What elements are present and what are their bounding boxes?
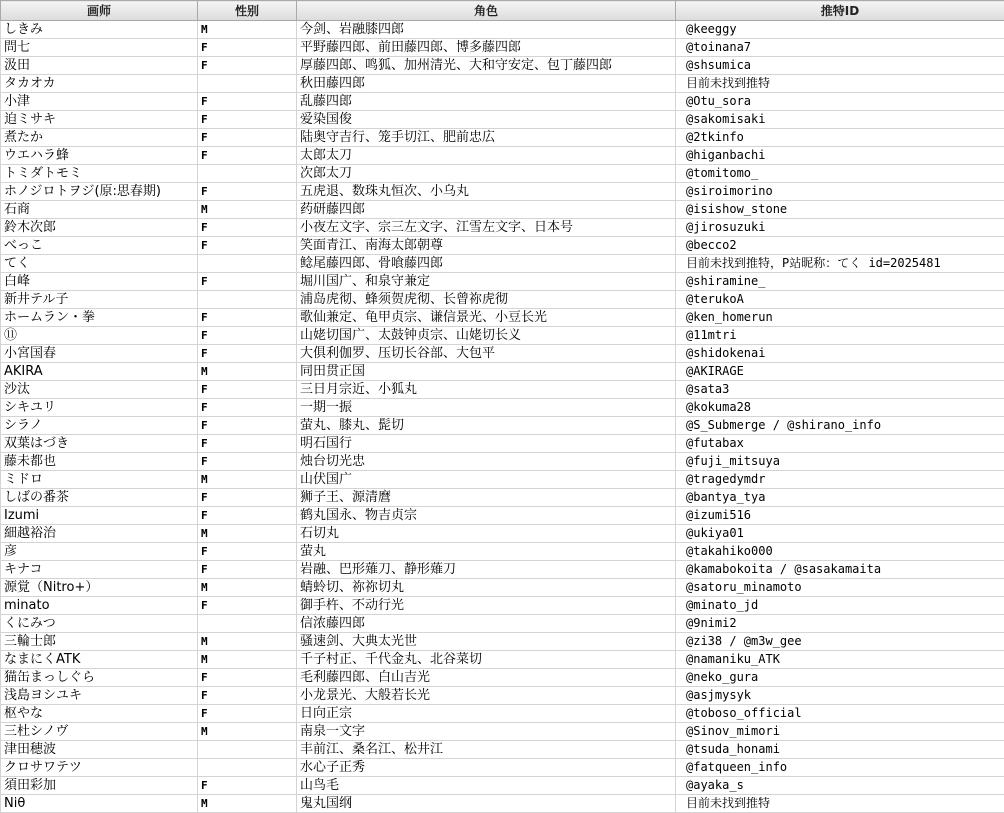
cell-characters[interactable]: 御手杵、不动行光: [297, 597, 676, 615]
cell-twitter[interactable]: @S_Submerge / @shirano_info: [676, 417, 1004, 435]
cell-characters[interactable]: 鬼丸国纲: [297, 795, 676, 813]
cell-characters[interactable]: 鲶尾藤四郎、骨喰藤四郎: [297, 255, 676, 273]
cell-artist[interactable]: Niθ: [1, 795, 198, 813]
cell-characters[interactable]: 大俱利伽罗、压切长谷部、大包平: [297, 345, 676, 363]
cell-gender[interactable]: F: [198, 219, 297, 237]
cell-gender[interactable]: F: [198, 327, 297, 345]
cell-characters[interactable]: 日向正宗: [297, 705, 676, 723]
table-row: [1, 633, 1004, 651]
cell-twitter[interactable]: @9nimi2: [676, 615, 1004, 633]
table-row: [1, 309, 1004, 327]
cell-artist[interactable]: ⑪: [1, 327, 198, 345]
table-row: [1, 147, 1004, 165]
cell-twitter[interactable]: 目前未找到推特: [676, 75, 1004, 93]
cell-twitter[interactable]: @keeggy: [676, 21, 1004, 39]
cell-characters[interactable]: 歌仙兼定、龟甲贞宗、谦信景光、小豆长光: [297, 309, 676, 327]
cell-twitter[interactable]: @shidokenai: [676, 345, 1004, 363]
cell-gender[interactable]: F: [198, 111, 297, 129]
cell-gender[interactable]: M: [198, 579, 297, 597]
table-row: [1, 21, 1004, 39]
cell-twitter[interactable]: @toboso_official: [676, 705, 1004, 723]
cell-artist[interactable]: Izumi: [1, 507, 198, 525]
cell-gender[interactable]: M: [198, 651, 297, 669]
cell-gender[interactable]: M: [198, 525, 297, 543]
cell-twitter[interactable]: @tsuda_honami: [676, 741, 1004, 759]
cell-gender[interactable]: F: [198, 345, 297, 363]
cell-characters[interactable]: 厚藤四郎、鸣狐、加州清光、大和守安定、包丁藤四郎: [297, 57, 676, 75]
cell-artist[interactable]: トミダトモミ: [1, 165, 198, 183]
cell-gender[interactable]: M: [198, 795, 297, 813]
cell-artist[interactable]: なまにくATK: [1, 651, 198, 669]
cell-gender[interactable]: [198, 741, 297, 759]
table-row: [1, 795, 1004, 813]
table-row: [1, 93, 1004, 111]
cell-gender[interactable]: M: [198, 201, 297, 219]
cell-twitter[interactable]: @takahiko000: [676, 543, 1004, 561]
table-row: [1, 363, 1004, 381]
cell-characters[interactable]: 萤丸、膝丸、髭切: [297, 417, 676, 435]
table-row: [1, 453, 1004, 471]
cell-gender[interactable]: F: [198, 507, 297, 525]
cell-gender[interactable]: F: [198, 597, 297, 615]
table-row: [1, 219, 1004, 237]
cell-artist[interactable]: ウエハラ蜂: [1, 147, 198, 165]
cell-gender[interactable]: F: [198, 453, 297, 471]
cell-artist[interactable]: 鈴木次郎: [1, 219, 198, 237]
cell-artist[interactable]: 双葉はづき: [1, 435, 198, 453]
cell-twitter[interactable]: @Otu_sora: [676, 93, 1004, 111]
cell-twitter[interactable]: @kamabokoita / @sasakamaita: [676, 561, 1004, 579]
cell-gender[interactable]: M: [198, 363, 297, 381]
cell-twitter[interactable]: @11mtri: [676, 327, 1004, 345]
cell-twitter[interactable]: 目前未找到推特，P站昵称：てく id=2025481: [676, 255, 1004, 273]
table-row: [1, 399, 1004, 417]
cell-artist[interactable]: ホームラン・拳: [1, 309, 198, 327]
cell-characters[interactable]: 浦岛虎彻、蜂须贺虎彻、长曾祢虎彻: [297, 291, 676, 309]
cell-twitter[interactable]: @asjmysyk: [676, 687, 1004, 705]
cell-artist[interactable]: 須田彩加: [1, 777, 198, 795]
cell-characters[interactable]: 笑面青江、南海太郎朝尊: [297, 237, 676, 255]
cell-artist[interactable]: しばの番茶: [1, 489, 198, 507]
cell-artist[interactable]: 藤未都也: [1, 453, 198, 471]
cell-characters[interactable]: 小夜左文字、宗三左文字、江雪左文字、日本号: [297, 219, 676, 237]
table-row: [1, 759, 1004, 777]
table-row: [1, 723, 1004, 741]
cell-characters[interactable]: 今剑、岩融膝四郎: [297, 21, 676, 39]
cell-gender[interactable]: F: [198, 417, 297, 435]
cell-characters[interactable]: 烛台切光忠: [297, 453, 676, 471]
cell-twitter[interactable]: @Sinov_mimori: [676, 723, 1004, 741]
cell-gender[interactable]: F: [198, 561, 297, 579]
cell-characters[interactable]: 陆奥守吉行、笼手切江、肥前忠広: [297, 129, 676, 147]
cell-artist[interactable]: 沙汰: [1, 381, 198, 399]
table-row: [1, 417, 1004, 435]
table-row: [1, 579, 1004, 597]
cell-characters[interactable]: 山伏国广: [297, 471, 676, 489]
table-body: [1, 21, 1004, 813]
cell-artist[interactable]: しきみ: [1, 21, 198, 39]
cell-gender[interactable]: M: [198, 633, 297, 651]
cell-twitter[interactable]: @shiramine_: [676, 273, 1004, 291]
table-row: [1, 651, 1004, 669]
cell-characters[interactable]: 堀川国广、和泉守兼定: [297, 273, 676, 291]
cell-characters[interactable]: 山姥切国广、太鼓钟贞宗、山姥切长义: [297, 327, 676, 345]
table-row: [1, 705, 1004, 723]
cell-twitter[interactable]: @ayaka_s: [676, 777, 1004, 795]
cell-gender[interactable]: M: [198, 21, 297, 39]
cell-artist[interactable]: 三杜シノヴ: [1, 723, 198, 741]
cell-artist[interactable]: タカオカ: [1, 75, 198, 93]
cell-gender[interactable]: F: [198, 309, 297, 327]
table-row: [1, 129, 1004, 147]
cell-gender[interactable]: M: [198, 471, 297, 489]
cell-artist[interactable]: べっこ: [1, 237, 198, 255]
cell-twitter[interactable]: @fuji_mitsuya: [676, 453, 1004, 471]
table-row: [1, 597, 1004, 615]
cell-characters[interactable]: 药研藤四郎: [297, 201, 676, 219]
cell-gender[interactable]: F: [198, 687, 297, 705]
cell-characters[interactable]: 秋田藤四郎: [297, 75, 676, 93]
cell-characters[interactable]: 信浓藤四郎: [297, 615, 676, 633]
cell-characters[interactable]: 小龙景光、大般若长光: [297, 687, 676, 705]
cell-twitter[interactable]: @neko_gura: [676, 669, 1004, 687]
cell-characters[interactable]: 同田贯正国: [297, 363, 676, 381]
cell-twitter[interactable]: @tragedymdr: [676, 471, 1004, 489]
table-row: [1, 255, 1004, 273]
cell-gender[interactable]: [198, 615, 297, 633]
header-artist[interactable]: 画师: [1, 1, 198, 21]
cell-twitter[interactable]: 目前未找到推特: [676, 795, 1004, 813]
cell-twitter[interactable]: @futabax: [676, 435, 1004, 453]
table-row: [1, 507, 1004, 525]
cell-twitter[interactable]: @satoru_minamoto: [676, 579, 1004, 597]
cell-artist[interactable]: 迫ミサキ: [1, 111, 198, 129]
cell-twitter[interactable]: @becco2: [676, 237, 1004, 255]
cell-twitter[interactable]: @ken_homerun: [676, 309, 1004, 327]
cell-artist[interactable]: 細越裕治: [1, 525, 198, 543]
cell-characters[interactable]: 五虎退、数珠丸恒次、小乌丸: [297, 183, 676, 201]
cell-twitter[interactable]: @namaniku_ATK: [676, 651, 1004, 669]
cell-gender[interactable]: [198, 165, 297, 183]
cell-characters[interactable]: 明石国行: [297, 435, 676, 453]
cell-twitter[interactable]: @bantya_tya: [676, 489, 1004, 507]
table-row: [1, 39, 1004, 57]
cell-twitter[interactable]: @ukiya01: [676, 525, 1004, 543]
table-row: [1, 669, 1004, 687]
table-row: [1, 111, 1004, 129]
cell-gender[interactable]: F: [198, 381, 297, 399]
cell-twitter[interactable]: @higanbachi: [676, 147, 1004, 165]
cell-gender[interactable]: F: [198, 57, 297, 75]
table-row: [1, 615, 1004, 633]
cell-artist[interactable]: 三輪士郎: [1, 633, 198, 651]
cell-gender[interactable]: [198, 255, 297, 273]
cell-gender[interactable]: F: [198, 435, 297, 453]
cell-artist[interactable]: 源覚（Nitro+）: [1, 579, 198, 597]
cell-artist[interactable]: 煮たか: [1, 129, 198, 147]
cell-characters[interactable]: 乱藤四郎: [297, 93, 676, 111]
cell-characters[interactable]: 丰前江、桑名江、松井江: [297, 741, 676, 759]
cell-characters[interactable]: 狮子王、源清麿: [297, 489, 676, 507]
table-row: [1, 75, 1004, 93]
cell-gender[interactable]: F: [198, 147, 297, 165]
table-row: [1, 741, 1004, 759]
cell-characters[interactable]: 一期一振: [297, 399, 676, 417]
table-row: [1, 489, 1004, 507]
cell-artist[interactable]: シキユリ: [1, 399, 198, 417]
cell-gender[interactable]: [198, 75, 297, 93]
cell-twitter[interactable]: @sakomisaki: [676, 111, 1004, 129]
table-row: [1, 435, 1004, 453]
table-row: [1, 183, 1004, 201]
cell-artist[interactable]: 新井テル子: [1, 291, 198, 309]
cell-twitter[interactable]: @sata3: [676, 381, 1004, 399]
cell-twitter[interactable]: @isishow_stone: [676, 201, 1004, 219]
cell-characters[interactable]: 萤丸: [297, 543, 676, 561]
cell-twitter[interactable]: @siroimorino: [676, 183, 1004, 201]
cell-characters[interactable]: 次郎太刀: [297, 165, 676, 183]
cell-artist[interactable]: 汲田: [1, 57, 198, 75]
cell-characters[interactable]: 太郎太刀: [297, 147, 676, 165]
table-row: [1, 777, 1004, 795]
table-row: [1, 381, 1004, 399]
cell-artist[interactable]: 津田穂波: [1, 741, 198, 759]
cell-characters[interactable]: 三日月宗近、小狐丸: [297, 381, 676, 399]
cell-characters[interactable]: 山鸟毛: [297, 777, 676, 795]
cell-characters[interactable]: 千子村正、千代金丸、北谷菜切: [297, 651, 676, 669]
cell-artist[interactable]: 彦: [1, 543, 198, 561]
cell-gender[interactable]: [198, 291, 297, 309]
cell-gender[interactable]: F: [198, 543, 297, 561]
cell-twitter[interactable]: @shsumica: [676, 57, 1004, 75]
table-row: [1, 57, 1004, 75]
table-row: [1, 345, 1004, 363]
cell-gender[interactable]: F: [198, 39, 297, 57]
cell-gender[interactable]: F: [198, 705, 297, 723]
table-row: [1, 291, 1004, 309]
cell-artist[interactable]: 問七: [1, 39, 198, 57]
cell-characters[interactable]: 岩融、巴形薙刀、静形薙刀: [297, 561, 676, 579]
cell-twitter[interactable]: @tomitomo_: [676, 165, 1004, 183]
cell-gender[interactable]: F: [198, 777, 297, 795]
cell-twitter[interactable]: @jirosuzuki: [676, 219, 1004, 237]
table-row: [1, 237, 1004, 255]
cell-artist[interactable]: AKIRA: [1, 363, 198, 381]
cell-twitter[interactable]: @terukoA: [676, 291, 1004, 309]
cell-artist[interactable]: 猫缶まっしぐら: [1, 669, 198, 687]
cell-characters[interactable]: 水心子正秀: [297, 759, 676, 777]
cell-characters[interactable]: 蜻蛉切、祢祢切丸: [297, 579, 676, 597]
cell-artist[interactable]: 枢やな: [1, 705, 198, 723]
header-row: [1, 1, 1004, 21]
cell-artist[interactable]: minato: [1, 597, 198, 615]
cell-characters[interactable]: 南泉一文字: [297, 723, 676, 741]
cell-artist[interactable]: シラノ: [1, 417, 198, 435]
cell-gender[interactable]: F: [198, 489, 297, 507]
table-row: [1, 471, 1004, 489]
cell-artist[interactable]: 白峰: [1, 273, 198, 291]
cell-twitter[interactable]: @kokuma28: [676, 399, 1004, 417]
cell-gender[interactable]: F: [198, 93, 297, 111]
cell-characters[interactable]: 平野藤四郎、前田藤四郎、博多藤四郎: [297, 39, 676, 57]
table-row: [1, 543, 1004, 561]
cell-twitter[interactable]: @minato_jd: [676, 597, 1004, 615]
cell-artist[interactable]: ホノジロトヲジ(原:思春期): [1, 183, 198, 201]
table-row: [1, 525, 1004, 543]
cell-characters[interactable]: 石切丸: [297, 525, 676, 543]
cell-twitter[interactable]: @toinana7: [676, 39, 1004, 57]
cell-artist[interactable]: 小津: [1, 93, 198, 111]
cell-twitter[interactable]: @zi38 / @m3w_gee: [676, 633, 1004, 651]
cell-gender[interactable]: F: [198, 399, 297, 417]
cell-gender[interactable]: [198, 759, 297, 777]
table-row: [1, 561, 1004, 579]
cell-gender[interactable]: F: [198, 237, 297, 255]
table-row: [1, 273, 1004, 291]
header-characters[interactable]: 角色: [297, 1, 676, 21]
cell-twitter[interactable]: @fatqueen_info: [676, 759, 1004, 777]
cell-characters[interactable]: 毛利藤四郎、白山吉光: [297, 669, 676, 687]
cell-artist[interactable]: 小宮国春: [1, 345, 198, 363]
cell-gender[interactable]: F: [198, 183, 297, 201]
cell-artist[interactable]: くにみつ: [1, 615, 198, 633]
cell-artist[interactable]: ミドロ: [1, 471, 198, 489]
cell-characters[interactable]: 爱染国俊: [297, 111, 676, 129]
header-twitter-id[interactable]: 推特ID: [676, 1, 1004, 21]
cell-twitter[interactable]: @izumi516: [676, 507, 1004, 525]
cell-characters[interactable]: 鹤丸国永、物吉贞宗: [297, 507, 676, 525]
cell-artist[interactable]: 浅島ヨシユキ: [1, 687, 198, 705]
cell-characters[interactable]: 骚速剑、大典太光世: [297, 633, 676, 651]
cell-twitter[interactable]: @AKIRAGE: [676, 363, 1004, 381]
cell-artist[interactable]: クロサワテツ: [1, 759, 198, 777]
table-row: [1, 201, 1004, 219]
header-gender[interactable]: 性别: [198, 1, 297, 21]
cell-gender[interactable]: F: [198, 273, 297, 291]
cell-gender[interactable]: F: [198, 129, 297, 147]
table-row: [1, 165, 1004, 183]
cell-artist[interactable]: キナコ: [1, 561, 198, 579]
cell-gender[interactable]: F: [198, 669, 297, 687]
cell-artist[interactable]: てく: [1, 255, 198, 273]
cell-artist[interactable]: 石商: [1, 201, 198, 219]
cell-twitter[interactable]: @2tkinfo: [676, 129, 1004, 147]
table-row: [1, 327, 1004, 345]
cell-gender[interactable]: M: [198, 723, 297, 741]
table-row: [1, 687, 1004, 705]
